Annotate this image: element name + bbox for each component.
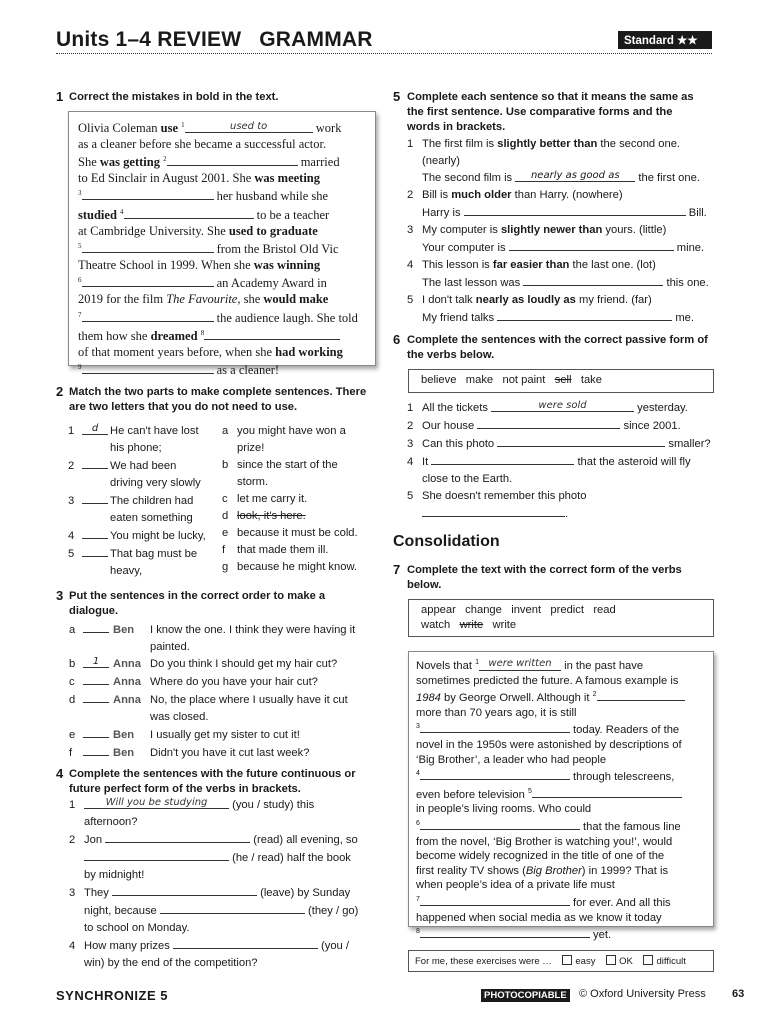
dialogue-text: I usually get my sister to cut it! — [150, 729, 300, 741]
item-letter: d — [222, 510, 229, 522]
q1-blank-8[interactable] — [204, 328, 340, 340]
q7-blank-1[interactable]: were written — [479, 659, 561, 671]
q3-line — [69, 639, 379, 656]
item-text: because it must be cold. — [237, 527, 358, 539]
handwritten-answer: d — [91, 423, 99, 434]
q2-left-line — [68, 440, 218, 457]
sentence-end: mine. — [673, 242, 705, 254]
q4-items: 1 Will you be studying (you / study) this afternoon? 2 Jon (read) all evening, so (he / read) half the book by midnight! 3 They (leave) by Sunday night, because (they / go) to school on Monday. 4 How many prizes (you / win) by the end of the competition? — [69, 797, 359, 969]
q5-sentence — [407, 257, 717, 274]
q1-blank-4[interactable] — [124, 207, 254, 219]
q4-blank-6[interactable] — [173, 937, 318, 949]
q5-sentence — [407, 222, 717, 239]
q4-blank-1[interactable]: Will you be studying — [84, 797, 229, 809]
sentence-text: This lesson is — [422, 259, 493, 271]
q2-right-line — [222, 508, 382, 525]
photocopiable-label: PHOTOCOPIABLE — [481, 989, 570, 1002]
item-letter: b — [222, 459, 229, 471]
q5-rewrite — [407, 309, 717, 327]
item-number: 5 — [68, 548, 75, 560]
q5-rewrite — [407, 170, 717, 187]
sentence-text: yours. (little) — [602, 224, 667, 236]
sentence-start: My friend talks — [422, 312, 498, 324]
key-phrase: nearly as loudly as — [475, 294, 576, 306]
q2-instruction: Match the two parts to make complete sentences. There are two letters that you do not need to use. — [69, 386, 367, 413]
item-text: let me carry it. — [237, 493, 308, 505]
q2-right-line — [222, 542, 382, 559]
q5-sentence — [407, 136, 717, 153]
q7-word-box: appear change invent predict read watch write write — [408, 599, 714, 637]
q7-blank-5[interactable] — [532, 786, 682, 798]
dialogue-text: Didn't you have it cut last week? — [150, 747, 310, 759]
speaker-name: Anna — [113, 676, 141, 688]
q5-rewrite — [407, 239, 717, 257]
q2-right-column — [222, 423, 382, 576]
q4-instruction: Complete the sentences with the future continuous or future perfect form of the verbs in brackets. — [69, 768, 356, 795]
dialogue-text: was closed. — [150, 711, 209, 723]
q1-blank-2[interactable] — [167, 154, 298, 166]
item-number: 5 — [407, 294, 414, 306]
item-letter: f — [69, 747, 73, 759]
q2-left-line — [68, 457, 218, 475]
difficult-checkbox[interactable] — [643, 955, 653, 965]
q2-left-item — [68, 457, 218, 492]
item-number: 1 — [68, 425, 75, 437]
q7-instruction: Complete the text with the correct form of the verbs below. — [407, 564, 682, 591]
q2-right-line — [222, 525, 382, 542]
order-blank[interactable] — [83, 691, 109, 703]
q6-blank-2[interactable] — [477, 417, 620, 429]
speaker-name: Ben — [113, 729, 135, 741]
q2-left-item — [68, 423, 218, 457]
sentence-text: My computer is — [422, 224, 501, 236]
consolidation-heading: Consolidation — [393, 533, 500, 550]
sentence-text: than Harry. (nowhere) — [511, 189, 623, 201]
item-number: 4 — [68, 530, 75, 542]
item-text: storm. — [237, 476, 269, 488]
item-text: You might be lucky, — [110, 530, 206, 542]
speaker-name: Ben — [113, 747, 135, 759]
rewrite-blank[interactable] — [523, 274, 663, 286]
answer-blank[interactable] — [82, 545, 108, 557]
q6-word-box: believe make not paint sell take — [408, 369, 714, 393]
rewrite-blank[interactable] — [515, 170, 635, 182]
q1-blank-1[interactable]: used to — [185, 121, 313, 133]
easy-checkbox[interactable] — [562, 955, 572, 965]
dialogue-text: No, the place where I usually have it cut — [150, 694, 348, 706]
q1-blank-9[interactable] — [82, 362, 214, 374]
q7-blank-2[interactable] — [597, 689, 685, 701]
q2-left-column — [68, 423, 218, 580]
item-text: you might have won a — [237, 425, 346, 437]
q3-instruction: Put the sentences in the correct order to make a dialogue. — [69, 590, 326, 617]
q1-blank-3[interactable] — [82, 188, 214, 200]
handwritten-answer: 1 — [92, 656, 100, 667]
item-text: We had been — [110, 460, 177, 472]
q2-right-line — [222, 440, 382, 457]
header-divider — [56, 53, 712, 54]
sentence-end: me. — [672, 312, 694, 324]
q2-right-line — [222, 491, 382, 508]
item-letter: g — [222, 561, 229, 573]
item-number: 3 — [68, 495, 75, 507]
q3-line — [69, 709, 379, 726]
key-phrase: far easier than — [492, 259, 570, 271]
q4-number: 4 — [56, 766, 64, 781]
q5-items — [407, 136, 717, 327]
dialogue-text: I know the one. I think they were having it — [150, 624, 356, 636]
item-text: eaten something — [110, 512, 193, 524]
q2-right-line — [222, 457, 382, 474]
dialogue-text: Where do you have your hair cut? — [150, 676, 318, 688]
q3-line — [69, 656, 379, 673]
item-text: The children had — [110, 495, 194, 507]
item-text: That bag must be — [110, 548, 198, 560]
q6-blank-1[interactable]: were sold — [491, 400, 634, 412]
q1-instruction: Correct the mistakes in bold in the text. — [69, 91, 279, 103]
item-letter: e — [69, 729, 76, 741]
hint-word: (nearly) — [422, 155, 460, 167]
q7-text-box: Novels that $^1$ were written in the past have sometimes predicted the future. A famous example is 1984 by George Orwell. Although it $^2$ more than 70 years ago, it is still $^3$ today. Readers of the novel in the 1950s were astonished by descriptions of ‘Big Brother’, a leader who had people $^4$ through telescreens, even before television $^5$ in people’s living rooms. Who could $^6$ that the famous line from the novel, ‘Big Brother is watching you!’, would become widely recognized in the title of one of the first reality TV shows (Big Brother) in 1999? That is when people’s idea of a private life must $^7$ for ever. And all this happened when social media as we know it today $^8$ yet. — [408, 651, 714, 927]
order-blank[interactable] — [83, 656, 109, 668]
sentence-start: Harry is — [422, 207, 464, 219]
q3-line — [69, 621, 379, 639]
q5-number: 5 — [393, 89, 401, 104]
item-number: 3 — [407, 224, 414, 236]
q2-left-line — [68, 545, 218, 563]
q3-line — [69, 673, 379, 691]
q1-number: 1 — [56, 89, 64, 104]
q5-instruction: Complete each sentence so that it means the same as the first sentence. Use comparative forms and the words in brackets. — [407, 91, 694, 133]
item-number: 4 — [407, 259, 414, 271]
q1-blank-6[interactable] — [82, 275, 214, 287]
sentence-end: Bill. — [685, 207, 707, 219]
page-title: Units 1–4 REVIEW GRAMMAR — [56, 28, 373, 51]
item-letter: f — [222, 544, 226, 556]
q2-left-line — [68, 510, 218, 527]
q7-blank-4[interactable] — [420, 768, 570, 780]
order-blank[interactable] — [83, 726, 109, 738]
item-letter: d — [69, 694, 76, 706]
q2-left-line — [68, 475, 218, 492]
q6-blank-5[interactable] — [422, 505, 565, 517]
q2-left-line — [68, 492, 218, 510]
q6-blank-3[interactable] — [497, 435, 665, 447]
q2-number: 2 — [56, 384, 64, 399]
item-number: 2 — [407, 189, 414, 201]
q6-blank-4[interactable] — [431, 453, 574, 465]
sentence-text: I don't talk — [422, 294, 476, 306]
speaker-name: Anna — [113, 694, 141, 706]
item-text: since the start of the — [237, 459, 338, 471]
q2-left-line — [68, 527, 218, 545]
rewrite-blank[interactable] — [509, 239, 674, 251]
publisher-credit: © Oxford University Press — [579, 988, 706, 1000]
item-letter: a — [222, 425, 229, 437]
q4-blank-3[interactable] — [84, 849, 229, 861]
q5-rewrite — [407, 274, 717, 292]
q3-number: 3 — [56, 588, 64, 603]
q1-blank-7[interactable] — [82, 310, 214, 322]
q6-number: 6 — [393, 332, 401, 347]
q1-text-box: Olivia Coleman use $^1$ $^{used to}$ work as a cleaner before she became a successful actor. She was getting $^2$ married to Ed Sinclair in August 2001. She was meeting $^3$ her husband while she studied $^4$ to be a teacher at Cambridge University. She used to graduate $^5$ from the Bristol Old Vic Theatre School in 1999. When she was winning $^6$ an Academy Award in 2019 for the film The Favourite, she would make $^7$ the audience laugh. She told them how she dreamed $^8$ of that moment years before, when she had working $^9$ as a cleaner! — [68, 111, 376, 366]
q3-line — [69, 726, 379, 744]
q2-left-item — [68, 527, 218, 545]
item-text: He can't have lost — [110, 425, 199, 437]
order-blank[interactable] — [83, 621, 109, 633]
q2-left-item — [68, 492, 218, 527]
speaker-name: Ben — [113, 624, 135, 636]
q7-blank-3[interactable] — [420, 721, 570, 733]
q7-blank-6[interactable] — [420, 818, 580, 830]
key-phrase: much older — [451, 189, 512, 201]
item-letter: a — [69, 624, 76, 636]
answer-blank[interactable] — [82, 423, 108, 435]
item-letter: c — [222, 493, 228, 505]
order-blank[interactable] — [83, 744, 109, 756]
item-letter: c — [69, 676, 75, 688]
q2-right-line — [222, 559, 382, 576]
q7-blank-8[interactable] — [420, 926, 590, 938]
answer-blank[interactable] — [82, 527, 108, 539]
item-number: 2 — [68, 460, 75, 472]
brand-logo: SYNCHRONIZE 5 — [56, 988, 168, 1003]
q6-items: 1 All the tickets were sold yesterday. 2 Our house since 2001. 3 Can this photo smaller? 4 It that the asteroid will fly close to the Earth. 5 She doesn't remember this photo . — [407, 400, 711, 520]
q2-left-line — [68, 423, 218, 440]
item-text: look, it's here. — [237, 510, 306, 522]
q7-blank-7[interactable] — [420, 894, 570, 906]
q2-left-item — [68, 545, 218, 580]
rewrite-blank[interactable] — [497, 309, 672, 321]
q2-right-line — [222, 423, 382, 440]
q5-sentence — [407, 187, 717, 204]
sentence-end: the first one. — [635, 172, 700, 184]
level-badge: Standard ★★ — [618, 31, 712, 49]
q1-blank-5[interactable] — [82, 241, 214, 253]
sentence-start: The second film is — [422, 172, 516, 184]
self-evaluation-box: For me, these exercises were … easy OK difficult — [408, 950, 714, 972]
item-text: his phone; — [110, 442, 162, 454]
handwritten-answer: nearly as good as — [530, 170, 620, 181]
key-phrase: slightly better than — [497, 138, 598, 150]
q4-blank-2[interactable] — [105, 831, 250, 843]
item-text: heavy, — [110, 565, 143, 577]
item-text: because he might know. — [237, 561, 358, 573]
q7-number: 7 — [393, 562, 401, 577]
sentence-text: the last one. (lot) — [569, 259, 656, 271]
dialogue-text: Do you think I should get my hair cut? — [150, 658, 338, 670]
item-text: that made them ill. — [237, 544, 329, 556]
key-phrase: slightly newer than — [500, 224, 603, 236]
speaker-name: Anna — [113, 658, 141, 670]
q6-instruction: Complete the sentences with the correct passive form of the verbs below. — [407, 334, 708, 361]
item-letter: e — [222, 527, 229, 539]
q4-blank-4[interactable] — [112, 884, 257, 896]
q3-line — [69, 744, 379, 762]
item-text: driving very slowly — [110, 477, 201, 489]
sentence-text: my friend. (far) — [575, 294, 652, 306]
q3-line — [69, 691, 379, 709]
q5-rewrite — [407, 204, 717, 222]
answer-blank[interactable] — [82, 492, 108, 504]
q3-dialogue — [69, 621, 379, 762]
dialogue-text: painted. — [150, 641, 190, 653]
rewrite-blank[interactable] — [464, 204, 686, 216]
order-blank[interactable] — [83, 673, 109, 685]
ok-checkbox[interactable] — [606, 955, 616, 965]
sentence-text: Bill is — [422, 189, 452, 201]
sentence-start: Your computer is — [422, 242, 509, 254]
q4-blank-5[interactable] — [160, 902, 305, 914]
answer-blank[interactable] — [82, 457, 108, 469]
sentence-text: the second one. — [597, 138, 681, 150]
page-number: 63 — [732, 988, 745, 1000]
sentence-text: The first film is — [422, 138, 498, 150]
sentence-end: this one. — [663, 277, 709, 289]
q2-left-line — [68, 563, 218, 580]
q2-right-line — [222, 474, 382, 491]
q5-sentence — [407, 292, 717, 309]
item-text: prize! — [237, 442, 265, 454]
item-number: 1 — [407, 138, 414, 150]
sentence-start: The last lesson was — [422, 277, 524, 289]
item-letter: b — [69, 658, 76, 670]
